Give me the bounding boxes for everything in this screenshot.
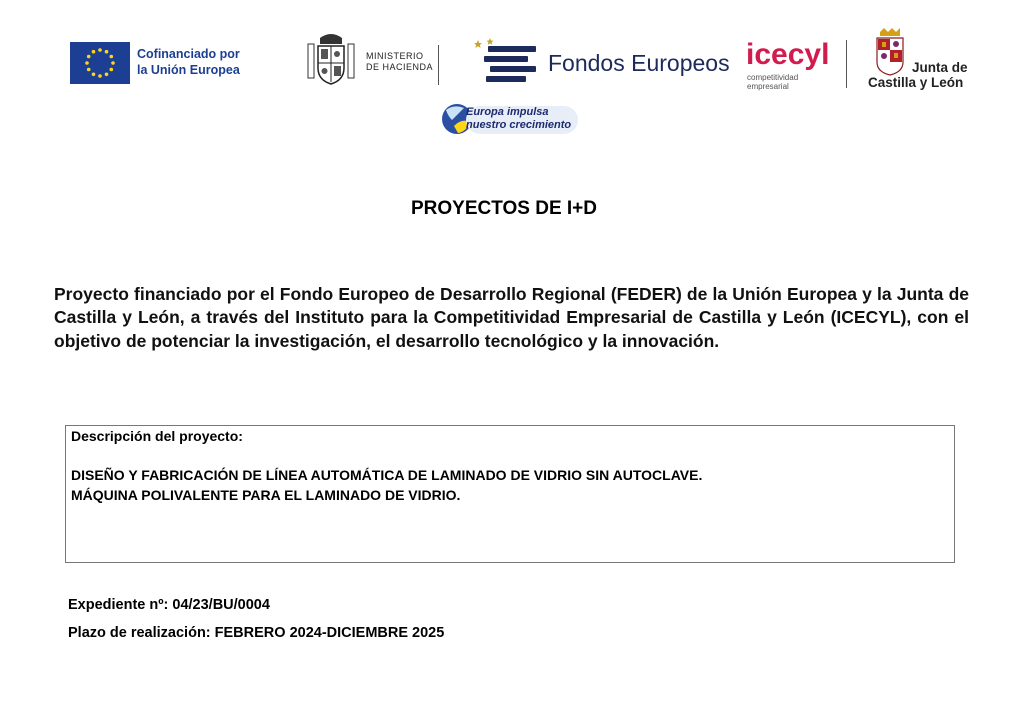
logo-divider (438, 45, 439, 85)
spain-coat-of-arms-icon (306, 32, 356, 88)
eu-cofinanciado-text: Cofinanciado por la Unión Europea (137, 47, 240, 77)
page-title: PROYECTOS DE I+D (410, 198, 597, 219)
eu-flag-icon (70, 42, 130, 84)
junta-text-line2: Castilla y León (868, 75, 964, 90)
fondos-europeos-flag-icon (470, 38, 540, 86)
icecyl-subtitle: competitividad empresarial (747, 73, 799, 91)
icecyl-brand-text: icecyl (746, 38, 830, 71)
icecyl-logo (746, 40, 829, 70)
junta-text-line1: Junta de (912, 60, 968, 75)
description-line-1: DISEÑO Y FABRICACIÓN DE LÍNEA AUTOMÁTICA DE LAMINADO DE VIDRIO SIN AUTOCLAVE. (71, 467, 703, 483)
fondos-europeos-text: Fondos Europeos (548, 50, 730, 76)
plazo-realizacion: Plazo de realización: FEBRERO 2024-DICIEMBRE 2025 (68, 625, 445, 641)
expediente-number: Expediente nº: 04/23/BU/0004 (68, 597, 270, 613)
description-label: Descripción del proyecto: (71, 428, 243, 444)
europa-impulsa-text: Europa impulsa nuestro crecimiento (466, 106, 572, 131)
logo-divider (846, 40, 847, 88)
description-line-2: MÁQUINA POLIVALENTE PARA EL LAMINADO DE VIDRIO. (71, 487, 461, 503)
funding-paragraph: Proyecto financiado por el Fondo Europeo de Desarrollo Regional (FEDER) de la Unión Europea y la Junta de Castilla y León, a través del Instituto para la Competitividad Empresarial de Castilla y León (ICECYL), con el objetivo de potenciar la investigación, el desarrollo tecnológico y la innovación. (54, 284, 969, 351)
ministerio-text: MINISTERIO DE HACIENDA (366, 51, 434, 72)
castilla-leon-shield-icon (874, 28, 906, 76)
